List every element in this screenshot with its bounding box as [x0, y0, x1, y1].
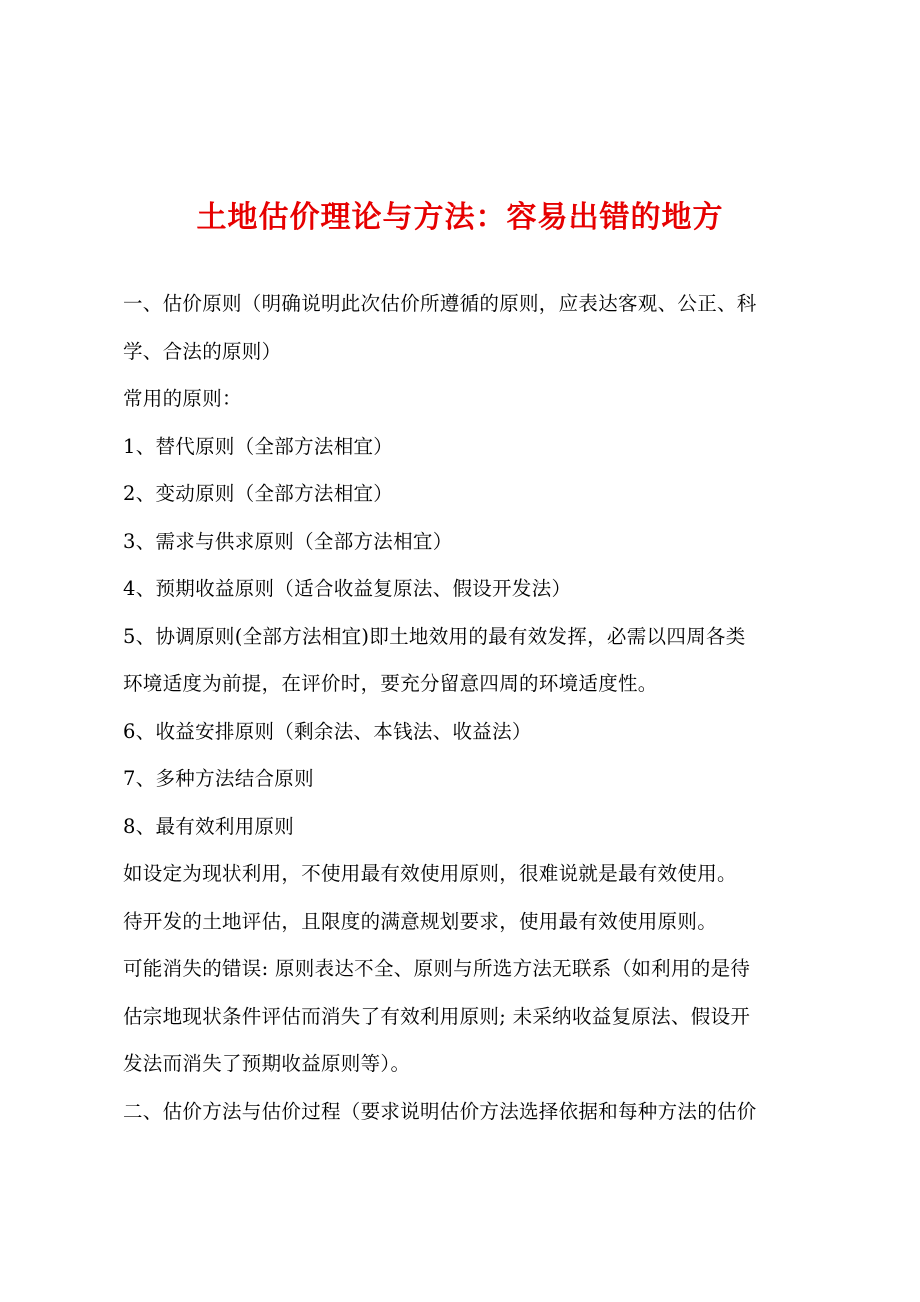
text-line: 二、估价方法与估价过程（要求说明估价方法选择依据和每种方法的估价: [123, 1099, 757, 1123]
paragraph-section-two: [123, 1088, 813, 1136]
text-line: 估宗地现状条件评估而消失了有效利用原则; 未采纳收益复原法、假设开: [123, 1004, 751, 1028]
text-line: 3、需求与供求原则（全部方法相宜）: [123, 529, 453, 553]
text-line: 一、估价原则（明确说明此次估价所遵循的原则，应表达客观、公正、科: [123, 292, 757, 315]
paragraph-to-develop: [123, 898, 813, 946]
text-line: 如设定为现状利用，不使用最有效使用原则，很难说就是最有效使用。: [123, 862, 737, 885]
list-item-7: [123, 755, 813, 803]
list-item-1: [123, 423, 813, 471]
text-line: 学、合法的原则）: [123, 339, 282, 363]
text-line: 可能消失的错误: 原则表达不全、原则与所选方法无联系（如利用的是待: [123, 957, 751, 980]
text-line: 发法而消失了预期收益原则等）。: [123, 1052, 411, 1075]
text-line: 常用的原则：: [123, 387, 242, 410]
text-line: 6、收益安排原则（剩余法、本钱法、收益法）: [123, 719, 532, 743]
list-item-4: [123, 565, 813, 613]
paragraph-possible-errors: [123, 945, 813, 1088]
text-line: 待开发的土地评估，且限度的满意规划要求，使用最有效使用原则。: [123, 909, 718, 933]
list-item-5: [123, 613, 813, 708]
list-item-3: [123, 518, 813, 566]
text-line: 2、变动原则（全部方法相宜）: [123, 482, 394, 505]
paragraph-common-principles: [123, 375, 813, 423]
text-line: 7、多种方法结合原则: [123, 767, 314, 790]
text-line: 5、协调原则(全部方法相宜)即土地效用的最有效发挥，必需以四周各类: [123, 624, 746, 648]
list-item-8: [123, 803, 813, 851]
text-line: 1、替代原则（全部方法相宜）: [123, 434, 394, 458]
paragraph-current-use: [123, 850, 813, 898]
list-item-6: [123, 708, 813, 756]
paragraph-principles-intro: [123, 280, 813, 375]
document-body: [123, 280, 813, 1135]
text-line: 8、最有效利用原则: [123, 814, 295, 838]
text-line: 环境适度为前提，在评价时，要充分留意四周的环境适度性。: [123, 672, 658, 695]
text-line: 4、预期收益原则（适合收益复原法、假设开发法）: [123, 577, 572, 600]
document-title: 土地估价理论与方法：容易出错的地方: [196, 200, 724, 235]
list-item-2: [123, 470, 813, 518]
